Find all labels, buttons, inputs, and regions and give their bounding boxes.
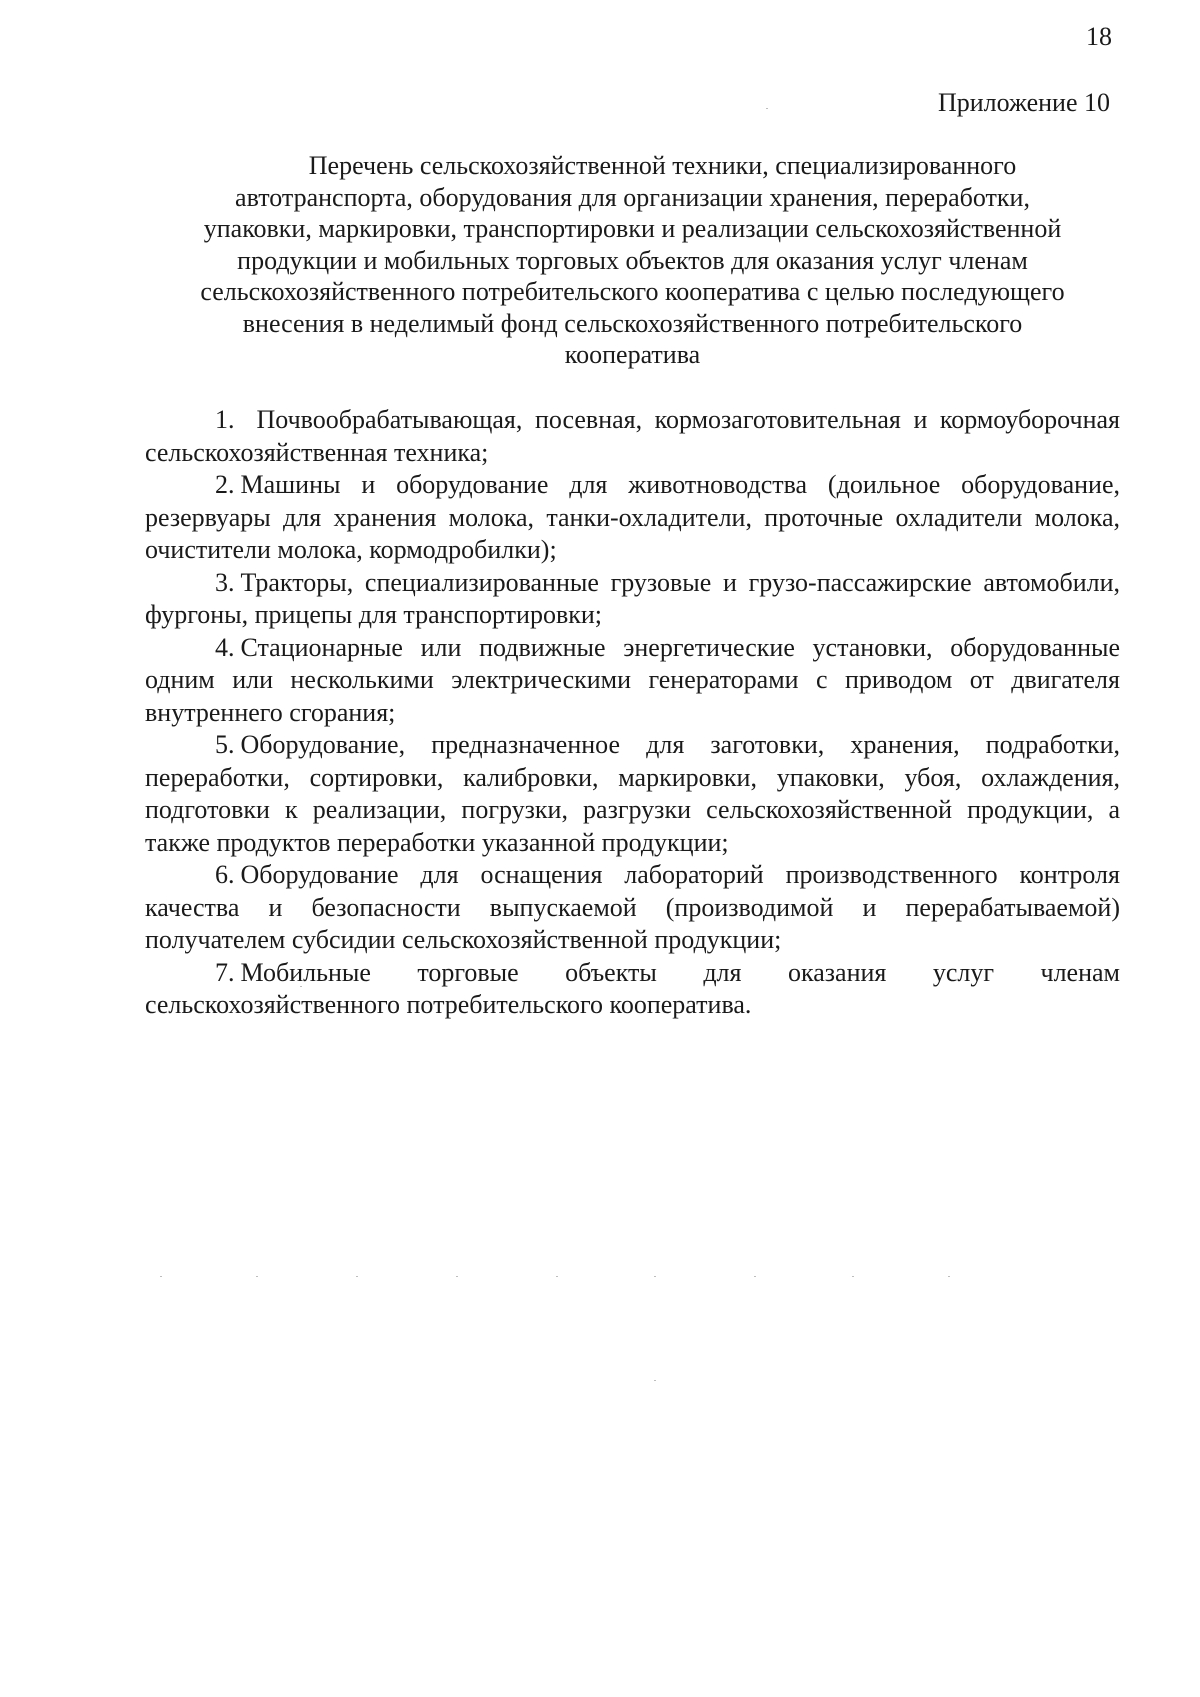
list-item: [145, 859, 1120, 957]
list-item-number: 7.: [215, 957, 235, 987]
title-line: Перечень сельскохозяйственной техники, специализированного: [308, 151, 1017, 180]
list-item-number: 1.: [215, 405, 235, 434]
list-item: [145, 632, 1120, 730]
list-item: [145, 404, 1120, 469]
scan-speck: [754, 1276, 756, 1277]
scan-speck: [300, 986, 302, 987]
list-item-number: 2.: [215, 470, 235, 499]
equipment-list: [145, 404, 1120, 1022]
list-item-text: Почвообрабатывающая, посевная, кормозаготовительная и кормоуборочная сельскохозяйственная техника;: [145, 405, 1120, 467]
scan-speck: [654, 1380, 656, 1381]
title-line: автотранспорта, оборудования для организации хранения, переработки,: [235, 182, 1030, 212]
document-title: [145, 150, 1120, 371]
page-number: 18: [1086, 22, 1112, 51]
scan-speck: [256, 1276, 258, 1277]
list-item: [145, 729, 1120, 859]
scan-speck: [456, 1276, 458, 1277]
scan-speck: [948, 1276, 950, 1277]
list-item-text: Оборудование для оснащения лабораторий производственного контроля качества и безопасности выпускаемой (производимой и перерабатываемой) получателем субсидии сельскохозяйственной продукции;: [145, 860, 1120, 954]
list-item: [145, 957, 1120, 1022]
list-item: [145, 469, 1120, 567]
list-item-text: Стационарные или подвижные энергетические установки, оборудованные одним или несколькими электрическими генераторами с приводом от двигателя внутреннего сгорания;: [145, 632, 1120, 727]
list-item-number: 4.: [215, 632, 235, 662]
list-item-text: Тракторы, специализированные грузовые и грузо-пассажирские автомобили, фургоны, прицепы для транспортировки;: [145, 567, 1120, 629]
list-item-number: 6.: [215, 860, 235, 889]
list-item-text: Оборудование, предназначенное для заготовки, хранения, подработки, переработки, сортировки, калибровки, маркировки, упаковки, убоя, охлаждения, подготовки к реализации, погрузки, разгрузки сельскохозяйственной продукции, а также продуктов переработки указанной продукции;: [145, 730, 1120, 857]
title-line: кооператива: [564, 340, 701, 369]
title-line: упаковки, маркировки, транспортировки и реализации сельскохозяйственной: [203, 214, 1062, 243]
scan-speck: [766, 108, 768, 109]
title-line: продукции и мобильных торговых объектов для оказания услуг членам: [237, 245, 1028, 275]
title-line: сельскохозяйственного потребительского кооператива с целью последующего: [200, 277, 1065, 306]
scan-speck: [556, 1276, 558, 1277]
list-item-text: Машины и оборудование для животноводства (доильное оборудование, резервуары для хранения молока, танки-охладители, проточные охладители молока, очистители молока, кормодробилки);: [145, 470, 1120, 564]
list-item: [145, 567, 1120, 632]
scan-speck: [160, 1276, 162, 1277]
title-line: внесения в неделимый фонд сельскохозяйственного потребительского: [242, 308, 1023, 338]
appendix-label: Приложение 10: [937, 88, 1110, 117]
scan-speck: [356, 1276, 358, 1277]
list-item-number: 3.: [215, 567, 235, 597]
list-item-number: 5.: [215, 730, 235, 759]
scan-speck: [852, 1276, 854, 1277]
scan-speck: [654, 1276, 656, 1277]
list-item-text: Мобильные торговые объекты для оказания услуг членам сельскохозяйственного потребительского кооператива.: [145, 957, 1120, 1019]
